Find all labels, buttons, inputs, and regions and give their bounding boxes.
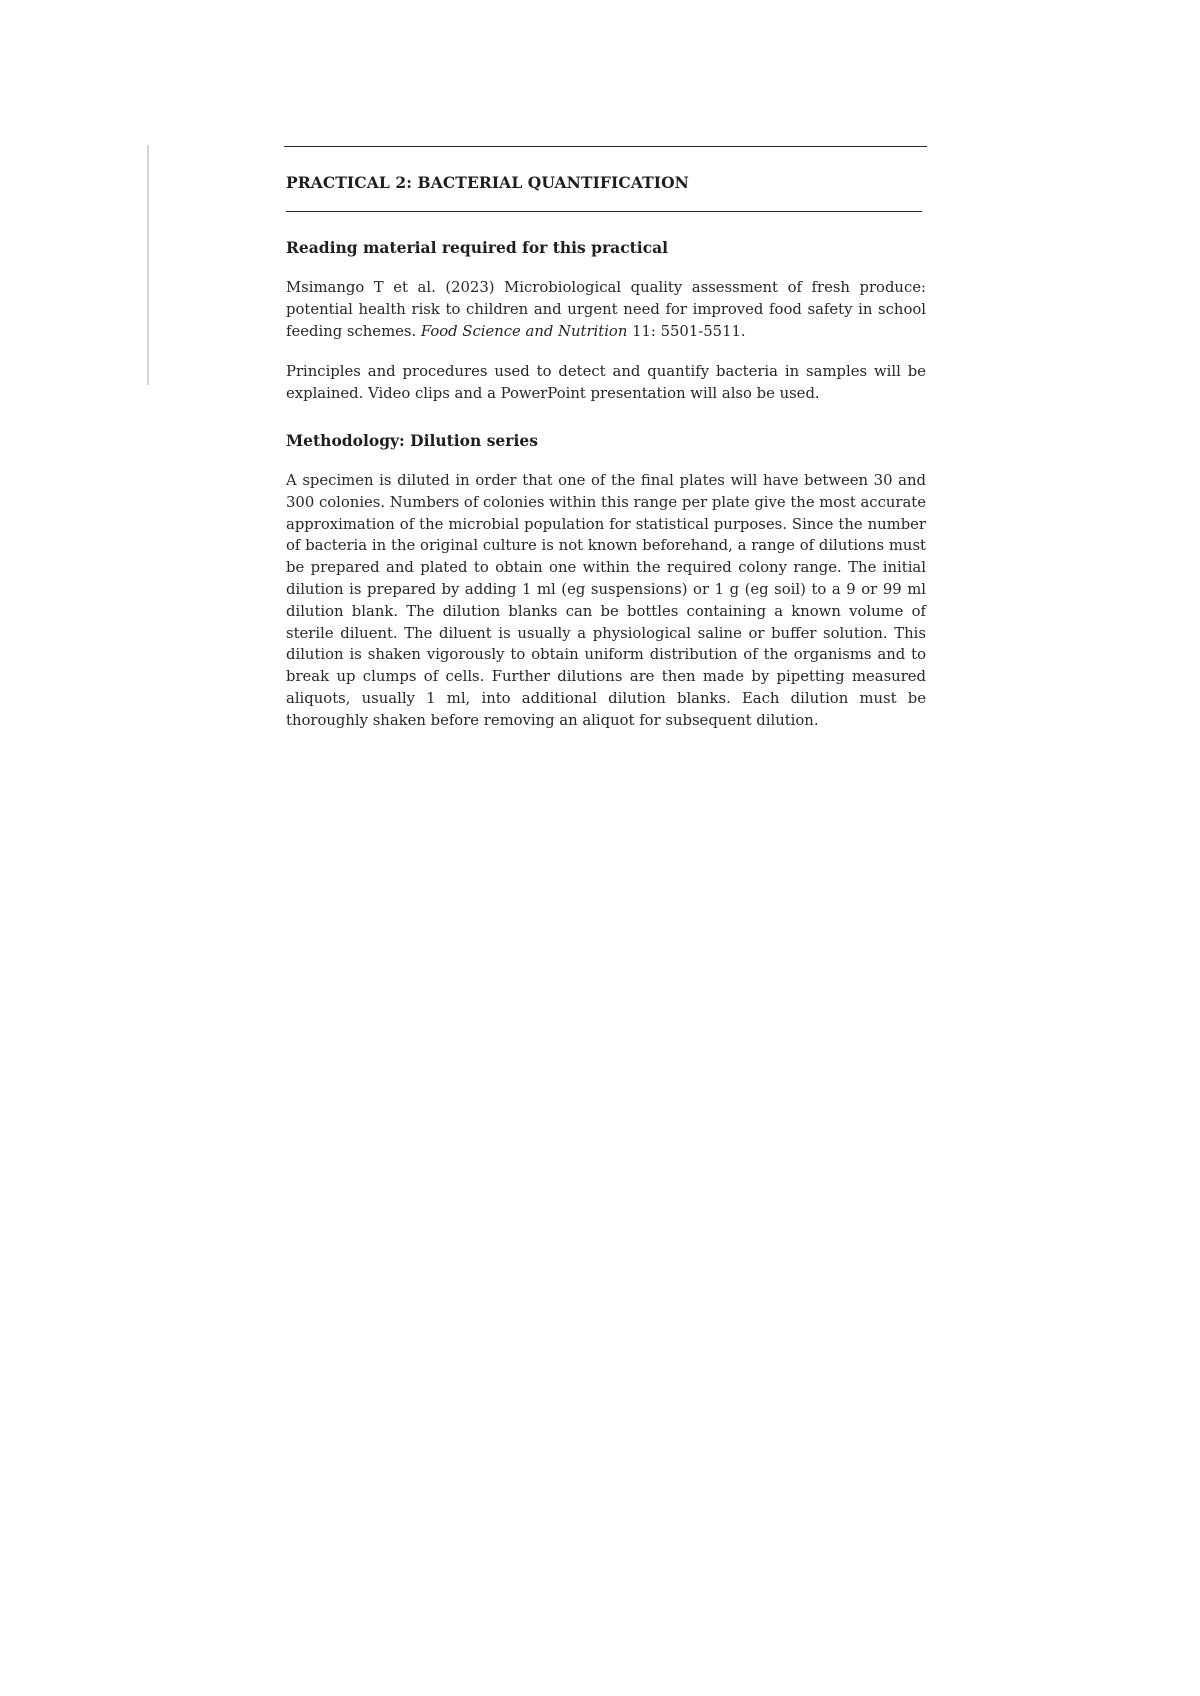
reference-text: Msimango T et al. (2023) Microbiological quality assessment of fresh produce: potential health risk to children and urgent need for improved food safety in school feeding schemes. <box>286 279 926 340</box>
title-bottom-rule <box>286 211 922 212</box>
reading-heading: Reading material required for this practical <box>286 238 669 257</box>
reference-citation <box>286 277 926 342</box>
journal-name: Food Science and Nutrition <box>420 322 628 340</box>
page-title: PRACTICAL 2: BACTERIAL QUANTIFICATION <box>286 173 689 192</box>
title-top-rule <box>284 146 927 147</box>
principles-paragraph: Principles and procedures used to detect and quantify bacteria in samples will be explained. Video clips and a PowerPoint presentation will also be used. <box>286 363 926 403</box>
methodology-paragraph: A specimen is diluted in order that one of the final plates will have between 30 and 300 colonies. Numbers of colonies within this range per plate give the most accurate approximation of the microbial population for statistical purposes. Since the number of bacteria in the original culture is not known beforehand, a range of dilutions must be prepared and plated to obtain one within the required colony range. The initial dilution is prepared by adding 1 ml (eg suspensions) or 1 g (eg soil) to a 9 or 99 ml dilution blank. The dilution blanks can be bottles containing a known volume of sterile diluent. The diluent is usually a physiological saline or buffer solution. This dilution is shaken vigorously to obtain uniform distribution of the organisms and to break up clumps of cells. Further dilutions are then made by pipetting measured aliquots, usually 1 ml, into additional dilution blanks. Each dilution must be thoroughly shaken before removing an aliquot for subsequent dilution. <box>286 471 926 729</box>
methodology-heading: Methodology: Dilution series <box>286 430 538 450</box>
document-page <box>286 146 926 732</box>
reference-volume-pages: 11: 5501-5511. <box>627 322 746 340</box>
margin-rule <box>147 145 149 385</box>
